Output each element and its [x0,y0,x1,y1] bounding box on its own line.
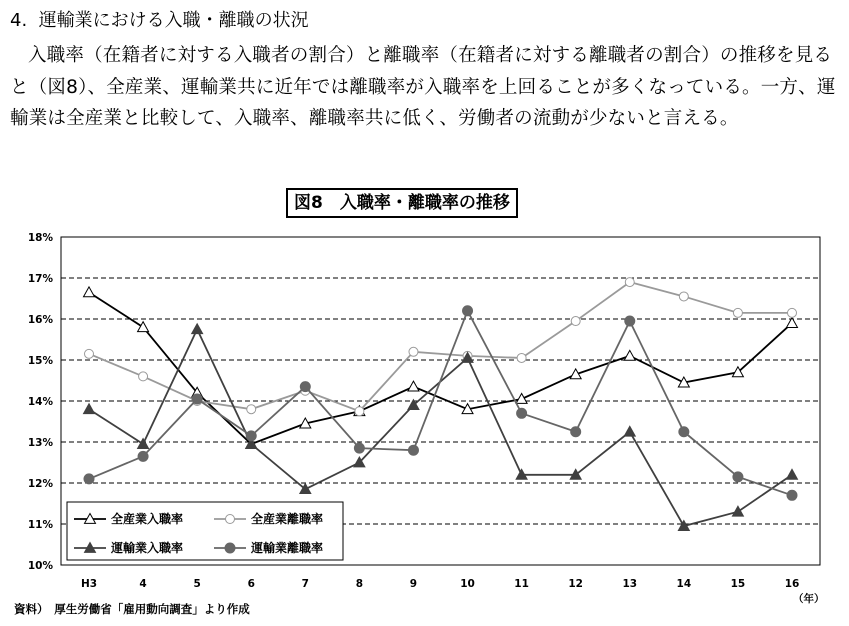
data-point [300,382,310,392]
legend [67,502,343,560]
x-axis-ticks [81,578,799,590]
y-tick-label: 17% [27,273,53,285]
data-point [409,347,418,356]
data-point [625,278,634,287]
x-tick-label: H3 [80,578,98,590]
y-tick-label: 16% [27,314,53,326]
x-tick-label: 15 [730,578,746,590]
data-point [246,431,256,441]
x-tick-label: 14 [676,578,692,590]
figure-source: 資料） 厚生労働省「雇用動向調査」より作成 [14,602,250,616]
data-point [517,408,527,418]
y-axis-ticks [28,232,54,572]
x-tick-label: 7 [301,578,309,590]
y-tick-label: 14% [27,396,53,408]
data-point [733,472,743,482]
y-tick-label: 15% [27,355,53,367]
x-tick-label: 4 [139,578,147,590]
legend-marker [226,515,235,524]
x-tick-label: 13 [622,578,638,590]
data-point [788,308,797,317]
legend-marker [225,543,235,553]
data-point [192,394,202,404]
data-point [679,427,689,437]
legend-label: 全産業入職率 [111,512,184,526]
x-tick-label: 11 [514,578,529,590]
y-tick-label: 11% [27,519,53,531]
x-tick-label: 10 [460,578,475,590]
data-point [354,443,364,453]
y-tick-label: 13% [27,437,53,449]
figure-title: 図8 入職率・離職率の推移 [286,188,518,218]
data-point [517,353,526,362]
x-tick-label: 9 [409,578,418,590]
y-tick-label: 10% [27,560,53,572]
x-tick-label: 12 [568,578,584,590]
data-point [247,405,256,414]
data-point [355,407,364,416]
x-tick-label: 6 [247,578,255,590]
data-point [733,308,742,317]
data-point [571,427,581,437]
data-point [408,445,418,455]
x-tick-label: 16 [784,578,800,590]
x-tick-label: 5 [193,578,201,590]
section-heading-text: 運輸業における入職・離職の状況 [38,10,309,31]
data-point [138,451,148,461]
legend-item [74,511,183,526]
x-tick-label: 8 [355,578,364,590]
legend-label: 運輸業離職率 [251,541,324,555]
section-paragraph: 入職率（在籍者に対する入職者の割合）と離職率（在籍者に対する離職者の割合）の推移を見ると（図8）、全産業、運輸業共に近年では離職率が入職率を上回ることが多くなっている。一方、運輸業は全産業と比較して、入職率、離職率共に低く、労働者の流動が少ないと言える。 [10,45,836,129]
data-point [787,490,797,500]
data-point [85,349,94,358]
data-point [139,372,148,381]
data-point [571,317,580,326]
data-point [463,306,473,316]
data-point [625,316,635,326]
x-axis-unit: （年） [793,593,825,605]
data-point [84,474,94,484]
legend-label: 全産業離職率 [251,512,324,526]
legend-item [74,540,183,555]
legend-label: 運輸業入職率 [111,541,184,555]
data-point [679,292,688,301]
section-number: 4. [10,10,28,31]
y-tick-label: 12% [27,478,53,490]
y-tick-label: 18% [27,232,53,244]
